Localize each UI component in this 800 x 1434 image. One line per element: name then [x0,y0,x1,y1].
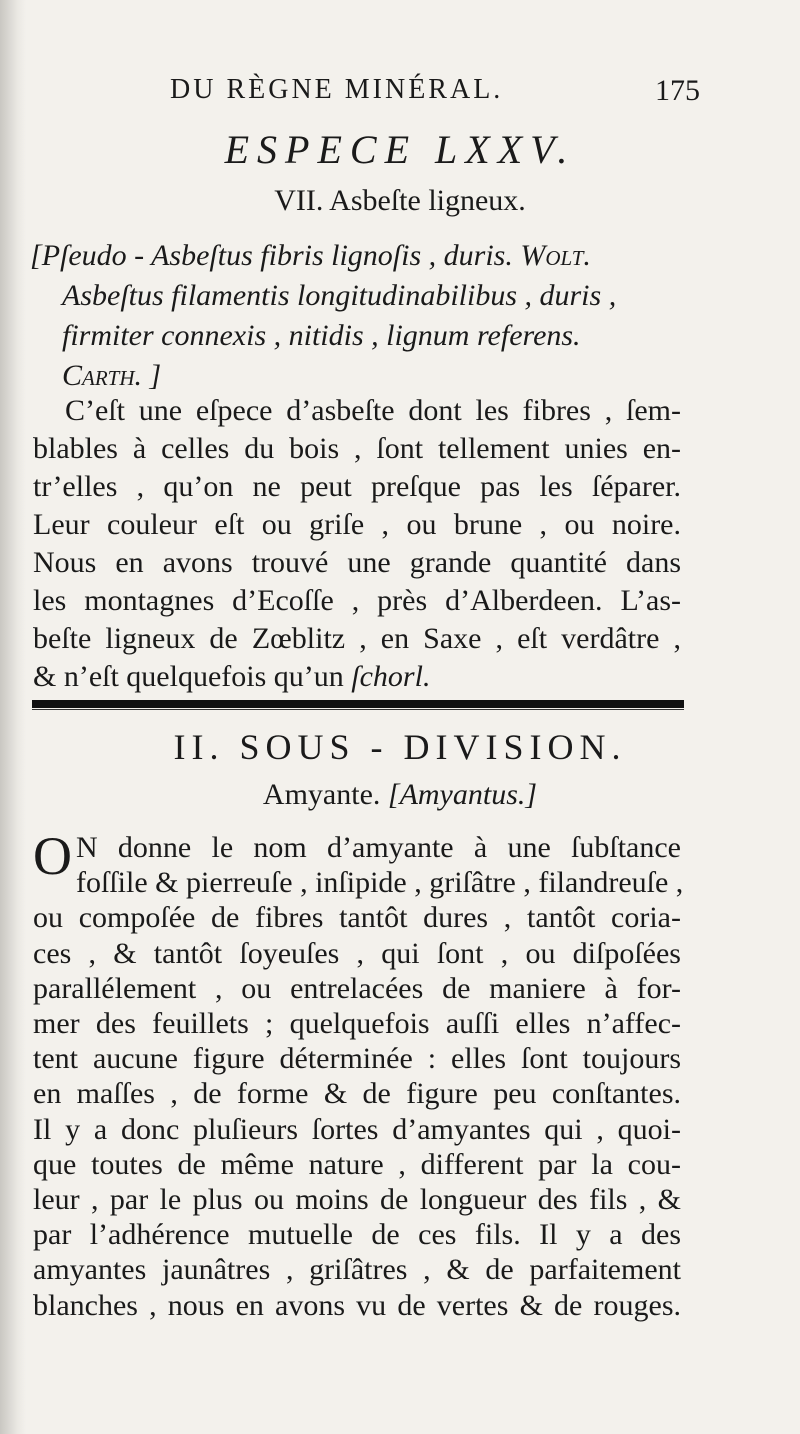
italic-term-schorl: ſchorl. [351,660,431,693]
text-line: parallélement , ou entrelacées de maniere à for- [33,971,681,1005]
text-line: C’eſt une eſpece d’asbeſte dont les fibres , ſem- [65,394,681,427]
text-line: tent aucune figure déterminée : elles ſont toujours [33,1042,681,1076]
synonym-line-3: firmiter connexis , nitidis , lignum referens. [62,319,581,352]
text-line: beſte ligneux de Zœblitz , en Saxe , eſt verdâtre , [33,622,681,655]
text-line: blanches , nous en avons vu de vertes & de rouges. [33,1288,681,1322]
text-line: Nous en avons trouvé une grande quantité dans [33,546,681,579]
amyante-latin: [Amyantus.] [387,778,538,811]
running-head: DU RÈGNE MINÉRAL. [170,74,504,105]
text-line: que toutes de même nature , different par la cou- [33,1147,681,1181]
text-line: en maſſes , de forme & de figure peu conſtantes. [33,1077,681,1111]
synonym-line-4 [30,356,680,396]
text-line: ces , & tantôt ſoyeuſes , qui ſont , ou diſpoſées [33,936,681,970]
synonym-block [30,236,680,396]
page-number: 175 [655,74,700,107]
amyante-description [33,826,684,1323]
text-line: par l’adhérence mutuelle de ces fils. Il y a des [33,1218,681,1252]
amyante-name: Amyante. [262,778,381,811]
text-line: Leur couleur eſt ou griſe , ou brune , ou noire. [33,508,681,541]
text-line-last [33,658,681,696]
text-line: amyantes jaunâtres , griſâtres , & de parfaitement [33,1253,681,1287]
synonym-line-1 [30,236,680,276]
text-line: tr’elles , qu’on ne peut preſque pas les ſéparer. [33,470,681,503]
text-line: Il y a donc pluſieurs ſortes d’amyantes qui , quoi- [33,1112,681,1146]
species-title: ESPECE LXXV. [224,127,576,172]
amyante-heading [0,778,800,812]
drop-cap: O [33,826,72,886]
text-line: les montagnes d’Ecoſſe , près d’Alberdeen. L’as- [33,584,681,617]
text-segment: & n’eſt quelquefois qu’un [33,660,344,693]
section-heading: VII. Asbeſte ligneux. [274,184,526,217]
asbeste-description [33,392,681,696]
text-line: ou compoſée de fibres tantôt dures , tantôt coria- [33,901,681,935]
page-header [170,74,700,120]
text-segment: N donne le nom d’amyante à une ſubſtance [76,831,681,864]
close-bracket: ] [149,359,162,392]
synonym-line-2: Asbeſtus filamentis longitudinabilibus , duris , [62,279,617,312]
text-line: blables à celles du bois , ſont tellement unies en- [33,432,681,465]
open-bracket: [ [30,239,42,272]
author-wolt: Wolt. [520,239,591,272]
section-divider [32,700,684,708]
text-line: foſſile & pierreuſe , inſipide , griſâtre , filandreuſe , [76,866,684,900]
text-line: mer des feuillets ; quelquefois auſſi elles n’affec- [33,1007,681,1041]
synonym-text-1: Pſeudo - Asbeſtus fibris lignoſis , duris. [41,239,513,272]
subdivision-title: II. SOUS - DIVISION. [173,727,627,767]
text-line: leur , par le plus ou moins de longueur des fils , & [33,1183,681,1217]
author-carth: Carth. [62,359,143,392]
